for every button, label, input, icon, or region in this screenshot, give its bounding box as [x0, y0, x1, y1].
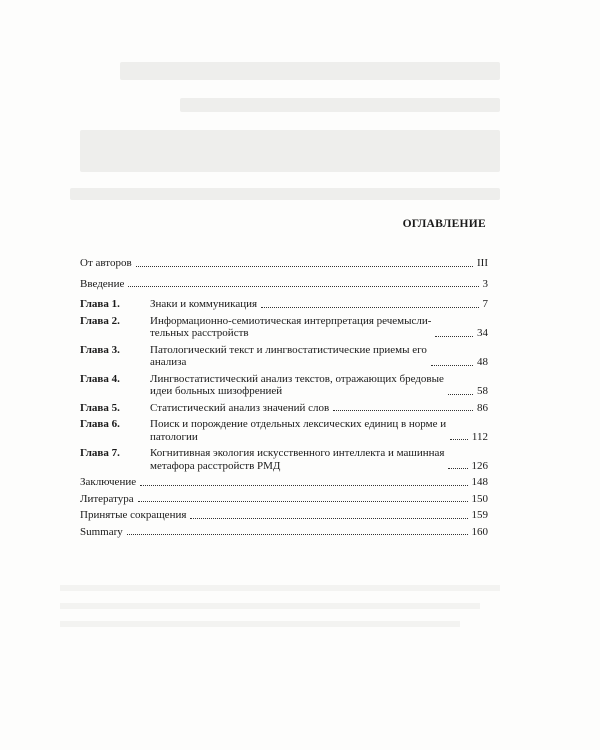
toc-entry-introduction[interactable] [80, 278, 488, 291]
toc-page-number: 112 [471, 430, 488, 443]
dot-leader [448, 394, 473, 395]
toc-page-number: 126 [471, 459, 488, 472]
dot-leader [140, 485, 467, 486]
dot-leader [333, 410, 473, 411]
chapter-number: Глава 6. [80, 418, 120, 430]
chapter-title-line: метафора расстройств РМД [150, 459, 281, 472]
dot-leader [136, 266, 473, 267]
chapter-title-line: Поиск и порождение отдельных лексических единиц в норме и [150, 418, 447, 430]
toc-page-number: 3 [482, 277, 488, 290]
table-of-contents [80, 257, 488, 538]
toc-entry-literature[interactable] [80, 493, 488, 506]
toc-entry-label: Заключение [80, 476, 137, 488]
bleed-through-shadow [60, 40, 500, 230]
toc-page-number: 34 [477, 327, 488, 339]
chapter-number: Глава 4. [80, 372, 120, 385]
chapter-title-line: анализа [150, 356, 187, 368]
toc-entry-chapter-4[interactable] [80, 373, 488, 398]
toc-page-number: 150 [471, 492, 488, 505]
toc-entry-conclusion[interactable] [80, 476, 488, 489]
chapter-number: Глава 5. [80, 401, 120, 414]
toc-entry-label: От авторов [80, 257, 132, 269]
toc-entry-chapter-5[interactable] [80, 402, 488, 415]
chapter-title-line: Когнитивная экология искусственного интеллекта и машинная [150, 447, 445, 459]
chapter-title-line: Лингвостатистический анализ текстов, отражающих бредовые [150, 372, 444, 385]
dot-leader [450, 439, 468, 440]
toc-heading: ОГЛАВЛЕНИЕ [402, 218, 486, 230]
toc-page-number: 86 [477, 401, 488, 414]
toc-entry-chapter-6[interactable] [80, 418, 488, 443]
chapter-number: Глава 7. [80, 447, 120, 459]
chapter-title-line: тельных расстройств [150, 327, 249, 339]
dot-leader [261, 307, 478, 308]
toc-entry-label: Summary [80, 525, 123, 538]
toc-page-number: 48 [477, 356, 488, 368]
dot-leader [190, 518, 467, 519]
chapter-number: Глава 3. [80, 343, 120, 356]
dot-leader [138, 501, 468, 502]
dot-leader [435, 336, 473, 337]
toc-page-number: 7 [482, 298, 488, 310]
toc-entry-label: Принятые сокращения [80, 509, 187, 521]
toc-page-number: 160 [471, 525, 488, 538]
toc-entry-authors[interactable] [80, 257, 488, 270]
toc-entry-chapter-3[interactable] [80, 344, 488, 369]
bleed-through-lower [60, 585, 500, 645]
chapter-number: Глава 2. [80, 314, 120, 327]
dot-leader [431, 365, 473, 366]
toc-entry-chapter-1[interactable] [80, 298, 488, 311]
dot-leader [127, 534, 468, 535]
chapter-number: Глава 1. [80, 298, 120, 310]
dot-leader [128, 286, 478, 287]
chapter-title-line: Статистический анализ значений слов [150, 401, 330, 414]
chapter-title-line: патологии [150, 430, 198, 443]
toc-entry-label: Введение [80, 277, 125, 290]
chapter-title-line: Информационно-семиотическая интерпретация речемысли- [150, 314, 432, 327]
toc-entry-abbreviations[interactable] [80, 509, 488, 522]
toc-page-number: 159 [471, 509, 488, 521]
toc-entry-label: Литература [80, 492, 134, 505]
toc-entry-chapter-7[interactable] [80, 447, 488, 472]
dot-leader [448, 468, 467, 469]
chapter-title-line: Патологический текст и лингвостатистические приемы его [150, 343, 427, 356]
toc-entry-chapter-2[interactable] [80, 315, 488, 340]
chapter-title-line: идеи больных шизофренией [150, 385, 283, 397]
toc-entry-summary[interactable] [80, 526, 488, 539]
toc-page-number: III [477, 257, 488, 269]
toc-page-number: 148 [471, 476, 488, 488]
chapter-title-line: Знаки и коммуникация [150, 298, 258, 310]
toc-page-number: 58 [477, 385, 488, 397]
